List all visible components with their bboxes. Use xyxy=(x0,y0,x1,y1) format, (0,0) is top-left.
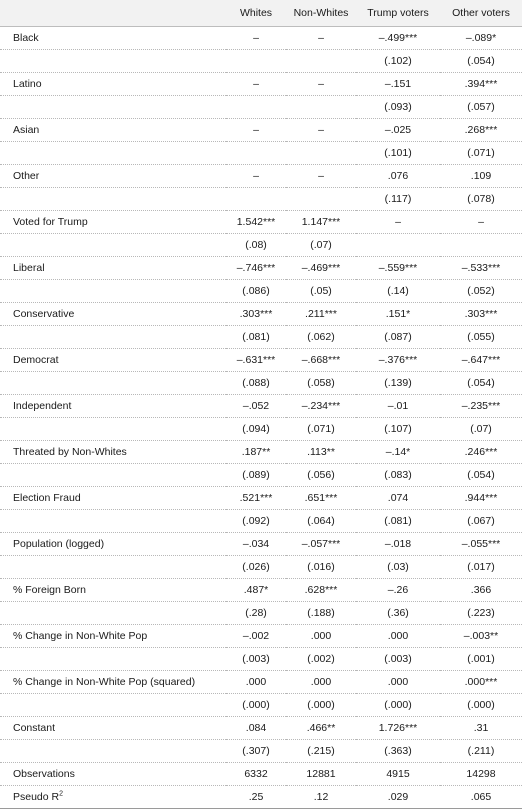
table-row-coefficient xyxy=(0,716,522,739)
coefficient-cell-trump-voters: –.151 xyxy=(356,72,440,95)
coefficient-cell-non-whites: .651*** xyxy=(286,486,356,509)
row-label-blank xyxy=(0,417,226,440)
observations-cell-trump-voters: 4915 xyxy=(356,762,440,785)
coefficient-cell-whites: .000 xyxy=(226,670,286,693)
coefficient-cell-other-voters: .268*** xyxy=(440,118,522,141)
standard-error-cell-other-voters: (.057) xyxy=(440,95,522,118)
standard-error-cell-trump-voters xyxy=(356,233,440,256)
row-label-blank xyxy=(0,49,226,72)
standard-error-cell-trump-voters: (.36) xyxy=(356,601,440,624)
table-row-standard-error xyxy=(0,555,522,578)
standard-error-cell-trump-voters: (.102) xyxy=(356,49,440,72)
table-row-standard-error xyxy=(0,509,522,532)
standard-error-cell-trump-voters: (.117) xyxy=(356,187,440,210)
standard-error-cell-non-whites: (.188) xyxy=(286,601,356,624)
coefficient-cell-other-voters: –.235*** xyxy=(440,394,522,417)
coefficient-cell-other-voters: –.089* xyxy=(440,26,522,49)
table-row-standard-error xyxy=(0,463,522,486)
coefficient-cell-trump-voters: –.26 xyxy=(356,578,440,601)
table-row-standard-error xyxy=(0,601,522,624)
row-label-blank xyxy=(0,601,226,624)
coefficient-cell-trump-voters: –.025 xyxy=(356,118,440,141)
standard-error-cell-whites: (.088) xyxy=(226,371,286,394)
coefficient-cell-whites: –.052 xyxy=(226,394,286,417)
header-blank xyxy=(0,0,226,26)
table-row-coefficient xyxy=(0,624,522,647)
standard-error-cell-whites xyxy=(226,141,286,164)
standard-error-cell-whites: (.089) xyxy=(226,463,286,486)
row-label-blank xyxy=(0,509,226,532)
coefficient-cell-whites: .084 xyxy=(226,716,286,739)
standard-error-cell-whites xyxy=(226,49,286,72)
coefficient-cell-non-whites: .000 xyxy=(286,624,356,647)
coefficient-cell-whites: .303*** xyxy=(226,302,286,325)
row-label-blank xyxy=(0,739,226,762)
table-row-standard-error xyxy=(0,417,522,440)
standard-error-cell-whites: (.307) xyxy=(226,739,286,762)
row-label: Independent xyxy=(0,394,226,417)
coefficient-cell-trump-voters: –.14* xyxy=(356,440,440,463)
standard-error-cell-trump-voters: (.03) xyxy=(356,555,440,578)
observations-label: Observations xyxy=(0,762,226,785)
coefficient-cell-trump-voters: –.376*** xyxy=(356,348,440,371)
coefficient-cell-trump-voters: –.559*** xyxy=(356,256,440,279)
table-row-standard-error xyxy=(0,371,522,394)
coefficient-cell-trump-voters: .151* xyxy=(356,302,440,325)
standard-error-cell-non-whites: (.002) xyxy=(286,647,356,670)
row-label: % Change in Non-White Pop (squared) xyxy=(0,670,226,693)
coefficient-cell-non-whites: .000 xyxy=(286,670,356,693)
coefficient-cell-whites: 1.542*** xyxy=(226,210,286,233)
table-row-coefficient xyxy=(0,532,522,555)
standard-error-cell-other-voters: (.07) xyxy=(440,417,522,440)
coefficient-cell-trump-voters: .000 xyxy=(356,624,440,647)
standard-error-cell-trump-voters: (.087) xyxy=(356,325,440,348)
row-label: Asian xyxy=(0,118,226,141)
coefficient-cell-other-voters: –.055*** xyxy=(440,532,522,555)
standard-error-cell-other-voters: (.052) xyxy=(440,279,522,302)
standard-error-cell-non-whites: (.071) xyxy=(286,417,356,440)
standard-error-cell-other-voters: (.054) xyxy=(440,371,522,394)
coefficient-cell-other-voters: –.003** xyxy=(440,624,522,647)
column-header-other-voters: Other voters xyxy=(440,0,522,26)
standard-error-cell-whites xyxy=(226,95,286,118)
coefficient-cell-other-voters: – xyxy=(440,210,522,233)
standard-error-cell-whites: (.28) xyxy=(226,601,286,624)
coefficient-cell-non-whites: –.057*** xyxy=(286,532,356,555)
coefficient-cell-whites: – xyxy=(226,26,286,49)
standard-error-cell-other-voters: (.001) xyxy=(440,647,522,670)
coefficient-cell-whites: –.034 xyxy=(226,532,286,555)
coefficient-cell-other-voters: .944*** xyxy=(440,486,522,509)
table-row-coefficient xyxy=(0,578,522,601)
observations-cell-whites: 6332 xyxy=(226,762,286,785)
standard-error-cell-other-voters: (.078) xyxy=(440,187,522,210)
table-row-coefficient xyxy=(0,210,522,233)
row-label-blank xyxy=(0,95,226,118)
coefficient-cell-whites: –.746*** xyxy=(226,256,286,279)
standard-error-cell-other-voters: (.017) xyxy=(440,555,522,578)
table-row-standard-error xyxy=(0,279,522,302)
coefficient-cell-other-voters: –.533*** xyxy=(440,256,522,279)
row-label-blank xyxy=(0,371,226,394)
table-row-standard-error xyxy=(0,693,522,716)
table-header xyxy=(0,0,522,26)
standard-error-cell-non-whites: (.05) xyxy=(286,279,356,302)
row-label-blank xyxy=(0,555,226,578)
coefficient-cell-trump-voters: .000 xyxy=(356,670,440,693)
table-row-coefficient xyxy=(0,348,522,371)
table-row-coefficient xyxy=(0,440,522,463)
coefficient-cell-non-whites: –.668*** xyxy=(286,348,356,371)
coefficient-cell-trump-voters: –.01 xyxy=(356,394,440,417)
standard-error-cell-other-voters: (.223) xyxy=(440,601,522,624)
coefficient-cell-non-whites: – xyxy=(286,118,356,141)
column-header-trump-voters: Trump voters xyxy=(356,0,440,26)
table-row-pseudo-r2 xyxy=(0,785,522,808)
row-label-blank xyxy=(0,279,226,302)
standard-error-cell-trump-voters: (.081) xyxy=(356,509,440,532)
row-label: % Change in Non-White Pop xyxy=(0,624,226,647)
column-header-whites: Whites xyxy=(226,0,286,26)
coefficient-cell-trump-voters: –.499*** xyxy=(356,26,440,49)
standard-error-cell-non-whites: (.215) xyxy=(286,739,356,762)
table-row-coefficient xyxy=(0,670,522,693)
standard-error-cell-non-whites: (.07) xyxy=(286,233,356,256)
row-label: Latino xyxy=(0,72,226,95)
standard-error-cell-other-voters: (.067) xyxy=(440,509,522,532)
pseudo-r2-cell-non-whites: .12 xyxy=(286,785,356,808)
coefficient-cell-non-whites: .628*** xyxy=(286,578,356,601)
standard-error-cell-other-voters: (.055) xyxy=(440,325,522,348)
row-label-blank xyxy=(0,233,226,256)
table-row-standard-error xyxy=(0,95,522,118)
standard-error-cell-non-whites: (.064) xyxy=(286,509,356,532)
row-label: Election Fraud xyxy=(0,486,226,509)
standard-error-cell-whites: (.081) xyxy=(226,325,286,348)
row-label-blank xyxy=(0,693,226,716)
table-row-standard-error xyxy=(0,647,522,670)
standard-error-cell-non-whites: (.062) xyxy=(286,325,356,348)
standard-error-cell-non-whites xyxy=(286,187,356,210)
coefficient-cell-non-whites: – xyxy=(286,164,356,187)
standard-error-cell-whites: (.08) xyxy=(226,233,286,256)
table-row-standard-error xyxy=(0,325,522,348)
coefficient-cell-whites: –.002 xyxy=(226,624,286,647)
table-row-coefficient xyxy=(0,72,522,95)
pseudo-r2-cell-trump-voters: .029 xyxy=(356,785,440,808)
coefficient-cell-other-voters: –.647*** xyxy=(440,348,522,371)
standard-error-cell-non-whites xyxy=(286,95,356,118)
row-label: Voted for Trump xyxy=(0,210,226,233)
coefficient-cell-non-whites: .113** xyxy=(286,440,356,463)
standard-error-cell-other-voters: (.054) xyxy=(440,463,522,486)
row-label-blank xyxy=(0,463,226,486)
standard-error-cell-whites: (.026) xyxy=(226,555,286,578)
coefficient-cell-trump-voters: – xyxy=(356,210,440,233)
coefficient-cell-non-whites: .466** xyxy=(286,716,356,739)
coefficient-cell-other-voters: .303*** xyxy=(440,302,522,325)
coefficient-cell-whites: .521*** xyxy=(226,486,286,509)
standard-error-cell-trump-voters: (.14) xyxy=(356,279,440,302)
row-label: Democrat xyxy=(0,348,226,371)
coefficient-cell-whites: – xyxy=(226,164,286,187)
standard-error-cell-whites: (.086) xyxy=(226,279,286,302)
standard-error-cell-trump-voters: (.139) xyxy=(356,371,440,394)
standard-error-cell-trump-voters: (.107) xyxy=(356,417,440,440)
pseudo-r2-superscript: 2 xyxy=(59,790,64,797)
standard-error-cell-whites: (.092) xyxy=(226,509,286,532)
standard-error-cell-other-voters xyxy=(440,233,522,256)
pseudo-r2-label xyxy=(0,785,226,808)
row-label-blank xyxy=(0,647,226,670)
standard-error-cell-whites: (.094) xyxy=(226,417,286,440)
standard-error-cell-non-whites xyxy=(286,49,356,72)
standard-error-cell-whites: (.003) xyxy=(226,647,286,670)
table-row-coefficient xyxy=(0,394,522,417)
standard-error-cell-trump-voters: (.101) xyxy=(356,141,440,164)
table-body xyxy=(0,26,522,808)
standard-error-cell-non-whites xyxy=(286,141,356,164)
coefficient-cell-whites: – xyxy=(226,72,286,95)
row-label: Threated by Non-Whites xyxy=(0,440,226,463)
table-row-coefficient xyxy=(0,26,522,49)
table-row-coefficient xyxy=(0,302,522,325)
row-label-blank xyxy=(0,325,226,348)
standard-error-cell-trump-voters: (.000) xyxy=(356,693,440,716)
coefficient-cell-non-whites: –.469*** xyxy=(286,256,356,279)
pseudo-r2-cell-whites: .25 xyxy=(226,785,286,808)
standard-error-cell-non-whites: (.016) xyxy=(286,555,356,578)
standard-error-cell-trump-voters: (.003) xyxy=(356,647,440,670)
coefficient-cell-other-voters: .246*** xyxy=(440,440,522,463)
standard-error-cell-non-whites: (.000) xyxy=(286,693,356,716)
row-label-blank xyxy=(0,187,226,210)
standard-error-cell-trump-voters: (.093) xyxy=(356,95,440,118)
column-header-non-whites: Non-Whites xyxy=(286,0,356,26)
header-row xyxy=(0,0,522,26)
row-label-blank xyxy=(0,141,226,164)
table-row-observations xyxy=(0,762,522,785)
table-row-standard-error xyxy=(0,141,522,164)
table-row-standard-error xyxy=(0,187,522,210)
row-label: % Foreign Born xyxy=(0,578,226,601)
coefficient-cell-other-voters: .31 xyxy=(440,716,522,739)
standard-error-cell-trump-voters: (.363) xyxy=(356,739,440,762)
pseudo-r2-cell-other-voters: .065 xyxy=(440,785,522,808)
coefficient-cell-non-whites: – xyxy=(286,72,356,95)
table-row-coefficient xyxy=(0,118,522,141)
coefficient-cell-non-whites: 1.147*** xyxy=(286,210,356,233)
pseudo-r2-label-text: Pseudo R xyxy=(13,790,60,803)
observations-cell-non-whites: 12881 xyxy=(286,762,356,785)
table-row-coefficient xyxy=(0,164,522,187)
coefficient-cell-trump-voters: .076 xyxy=(356,164,440,187)
standard-error-cell-whites: (.000) xyxy=(226,693,286,716)
coefficient-cell-whites: –.631*** xyxy=(226,348,286,371)
standard-error-cell-trump-voters: (.083) xyxy=(356,463,440,486)
row-label: Constant xyxy=(0,716,226,739)
coefficient-cell-non-whites: –.234*** xyxy=(286,394,356,417)
table-row-standard-error xyxy=(0,49,522,72)
standard-error-cell-whites xyxy=(226,187,286,210)
standard-error-cell-non-whites: (.056) xyxy=(286,463,356,486)
coefficient-cell-trump-voters: .074 xyxy=(356,486,440,509)
coefficient-cell-whites: .187** xyxy=(226,440,286,463)
table-row-coefficient xyxy=(0,256,522,279)
coefficient-cell-non-whites: .211*** xyxy=(286,302,356,325)
row-label: Liberal xyxy=(0,256,226,279)
coefficient-cell-non-whites: – xyxy=(286,26,356,49)
coefficient-cell-trump-voters: –.018 xyxy=(356,532,440,555)
table-row-coefficient xyxy=(0,486,522,509)
table-row-standard-error xyxy=(0,739,522,762)
coefficient-cell-other-voters: .109 xyxy=(440,164,522,187)
standard-error-cell-other-voters: (.071) xyxy=(440,141,522,164)
row-label: Population (logged) xyxy=(0,532,226,555)
coefficient-cell-other-voters: .394*** xyxy=(440,72,522,95)
table-row-standard-error xyxy=(0,233,522,256)
coefficient-cell-trump-voters: 1.726*** xyxy=(356,716,440,739)
row-label: Other xyxy=(0,164,226,187)
coefficient-cell-whites: – xyxy=(226,118,286,141)
standard-error-cell-non-whites: (.058) xyxy=(286,371,356,394)
observations-cell-other-voters: 14298 xyxy=(440,762,522,785)
standard-error-cell-other-voters: (.000) xyxy=(440,693,522,716)
coefficient-cell-other-voters: .000*** xyxy=(440,670,522,693)
row-label: Conservative xyxy=(0,302,226,325)
standard-error-cell-other-voters: (.054) xyxy=(440,49,522,72)
coefficient-cell-other-voters: .366 xyxy=(440,578,522,601)
row-label: Black xyxy=(0,26,226,49)
coefficient-cell-whites: .487* xyxy=(226,578,286,601)
standard-error-cell-other-voters: (.211) xyxy=(440,739,522,762)
